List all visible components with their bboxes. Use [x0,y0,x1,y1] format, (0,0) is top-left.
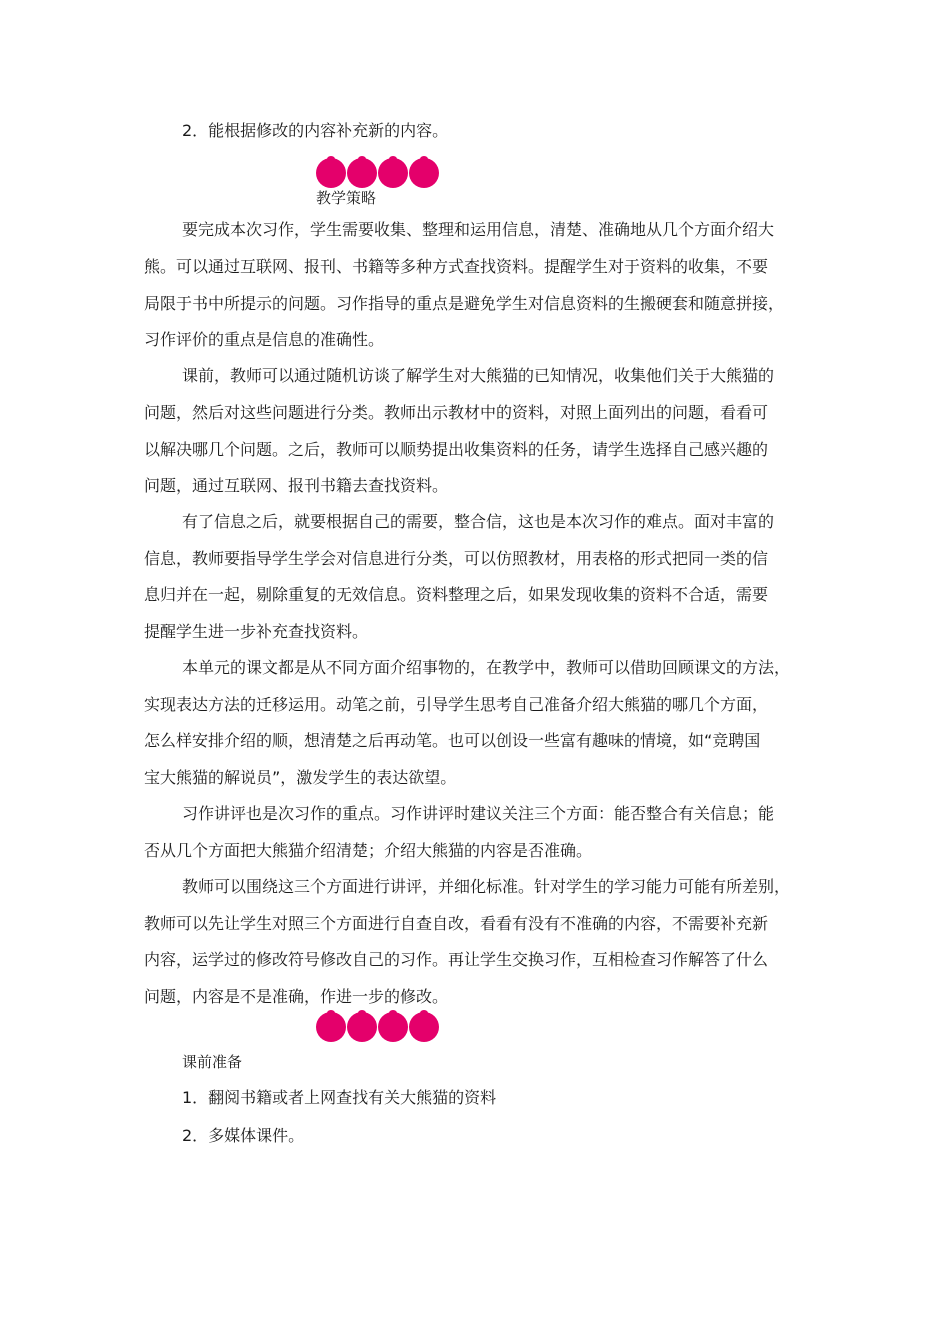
prep-item-1: 1．翻阅书籍或者上网查找有关大熊猫的资料 [182,1088,497,1107]
objective-item-2: 2．能根据修改的内容补充新的内容。 [182,121,449,140]
paragraph-line: 习作讲评也是次习作的重点。习作讲评时建议关注三个方面：能否整合有关信息；能 [182,804,775,823]
paragraph-line: 提醒学生进一步补充查找资料。 [144,622,369,641]
paragraph-line: 习作评价的重点是信息的准确性。 [144,330,385,349]
section-title-prep: 课前准备 [182,1053,243,1071]
paragraph-line: 要完成本次习作，学生需要收集、整理和运用信息，清楚、准确地从几个方面介绍大 [182,220,775,239]
dot-icon [378,158,408,188]
dot-icon [316,158,346,188]
paragraph-line: 熊。可以通过互联网、报刊、书籍等多种方式查找资料。提醒学生对于资料的收集，不要 [144,257,769,276]
section-title-strategy: 教学策略 [316,189,377,207]
paragraph-line: 息归并在一起，剔除重复的无效信息。资料整理之后，如果发现收集的资料不合适，需要 [144,585,769,604]
paragraph-line: 有了信息之后，就要根据自己的需要，整合信，这也是本次习作的难点。面对丰富的 [182,512,775,531]
paragraph-line: 怎么样安排介绍的顺，想清楚之后再动笔。也可以创设一些富有趣味的情境，如“竞聘国 [144,731,761,750]
paragraph-line: 问题，然后对这些问题进行分类。教师出示教材中的资料，对照上面列出的问题，看看可 [144,403,769,422]
prep-item-2: 2．多媒体课件。 [182,1126,305,1145]
section-dots-prep [316,1012,440,1046]
paragraph-line: 教师可以先让学生对照三个方面进行自查自改，看看有没有不准确的内容，不需要补充新 [144,914,769,933]
dot-icon [378,1012,408,1042]
section-dots-strategy [316,158,440,192]
dot-icon [347,158,377,188]
paragraph-line: 以解决哪几个问题。之后，教师可以顺势提出收集资料的任务，请学生选择自己感兴趣的 [144,440,769,459]
dot-icon [347,1012,377,1042]
paragraph-line: 信息，教师要指导学生学会对信息进行分类，可以仿照教材，用表格的形式把同一类的信 [144,549,769,568]
paragraph-line: 本单元的课文都是从不同方面介绍事物的，在教学中，教师可以借助回顾课文的方法， [182,658,791,677]
paragraph-line: 宝大熊猫的解说员”，激发学生的表达欲望。 [144,768,457,787]
paragraph-line: 实现表达方法的迁移运用。动笔之前，引导学生思考自己准备介绍大熊猫的哪几个方面， [144,695,769,714]
paragraph-line: 局限于书中所提示的问题。习作指导的重点是避免学生对信息资料的生搬硬套和随意拼接， [144,294,785,313]
dot-icon [316,1012,346,1042]
paragraph-line: 内容，运学过的修改符号修改自己的习作。再让学生交换习作，互相检查习作解答了什么 [144,950,769,969]
paragraph-line: 课前，教师可以通过随机访谈了解学生对大熊猫的已知情况，收集他们关于大熊猫的 [182,366,775,385]
paragraph-line: 问题，通过互联网、报刊书籍去查找资料。 [144,476,449,495]
paragraph-line: 教师可以围绕这三个方面进行讲评，并细化标准。针对学生的学习能力可能有所差别， [182,877,791,896]
dot-icon [409,158,439,188]
paragraph-line: 否从几个方面把大熊猫介绍清楚；介绍大熊猫的内容是否准确。 [144,841,593,860]
dot-icon [409,1012,439,1042]
paragraph-line: 问题，内容是不是准确，作进一步的修改。 [144,987,449,1006]
